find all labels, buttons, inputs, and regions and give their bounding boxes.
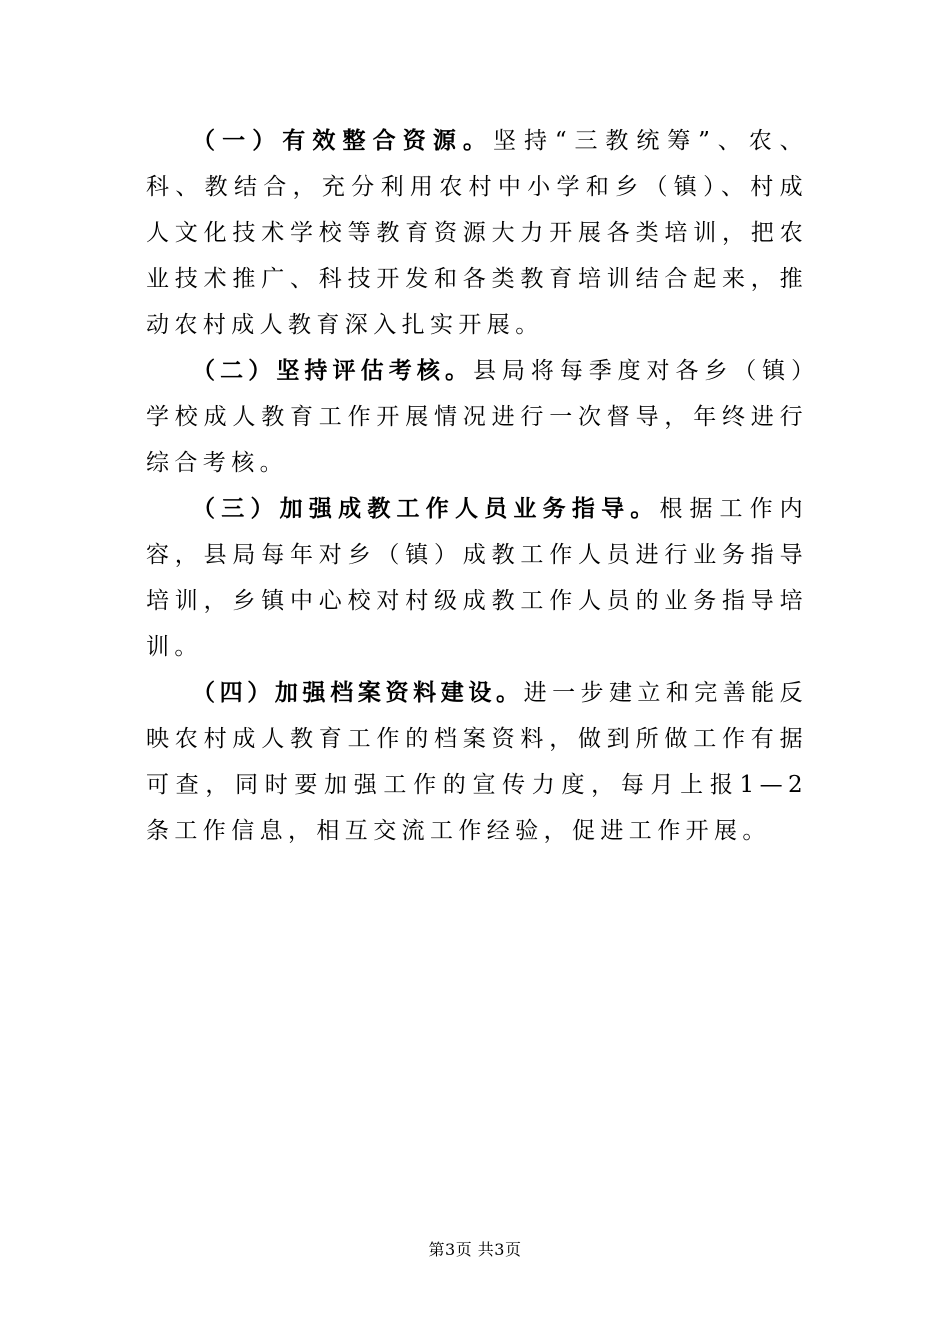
- paragraph-2-heading: （二）坚持评估考核。: [192, 358, 474, 384]
- document-body: [146, 118, 808, 854]
- paragraph-1-heading: （一）有效整合资源。: [192, 128, 494, 154]
- paragraph-2: [146, 348, 808, 486]
- paragraph-4: [146, 670, 808, 854]
- paragraph-3: [146, 486, 808, 670]
- paragraph-3-text: 根据工作内容，县局每年对乡（镇）成教工作人员进行业务指导培训，乡镇中心校对村级成教工作人员的业务指导培训。: [146, 496, 808, 660]
- page-footer: [0, 1240, 950, 1260]
- paragraph-4-heading: （四）加强档案资料建设。: [192, 680, 524, 706]
- paragraph-1-text: 坚持“三教统筹”、农、科、教结合，充分利用农村中小学和乡（镇）、村成人文化技术学校等教育资源大力开展各类培训，把农业技术推广、科技开发和各类教育培训结合起来，推动农村成人教育深入扎实开展。: [146, 128, 809, 338]
- paragraph-1: [146, 118, 808, 348]
- page-number: 第3页 共3页: [428, 1240, 522, 1259]
- paragraph-2-text: 县局将每季度对各乡（镇）学校成人教育工作开展情况进行一次督导，年终进行综合考核。: [146, 358, 808, 476]
- paragraph-4-text: 进一步建立和完善能反映农村成人教育工作的档案资料，做到所做工作有据可查，同时要加强工作的宣传力度，每月上报1—2条工作信息，相互交流工作经验，促进工作开展。: [146, 680, 808, 844]
- paragraph-3-heading: （三）加强成教工作人员业务指导。: [192, 496, 660, 522]
